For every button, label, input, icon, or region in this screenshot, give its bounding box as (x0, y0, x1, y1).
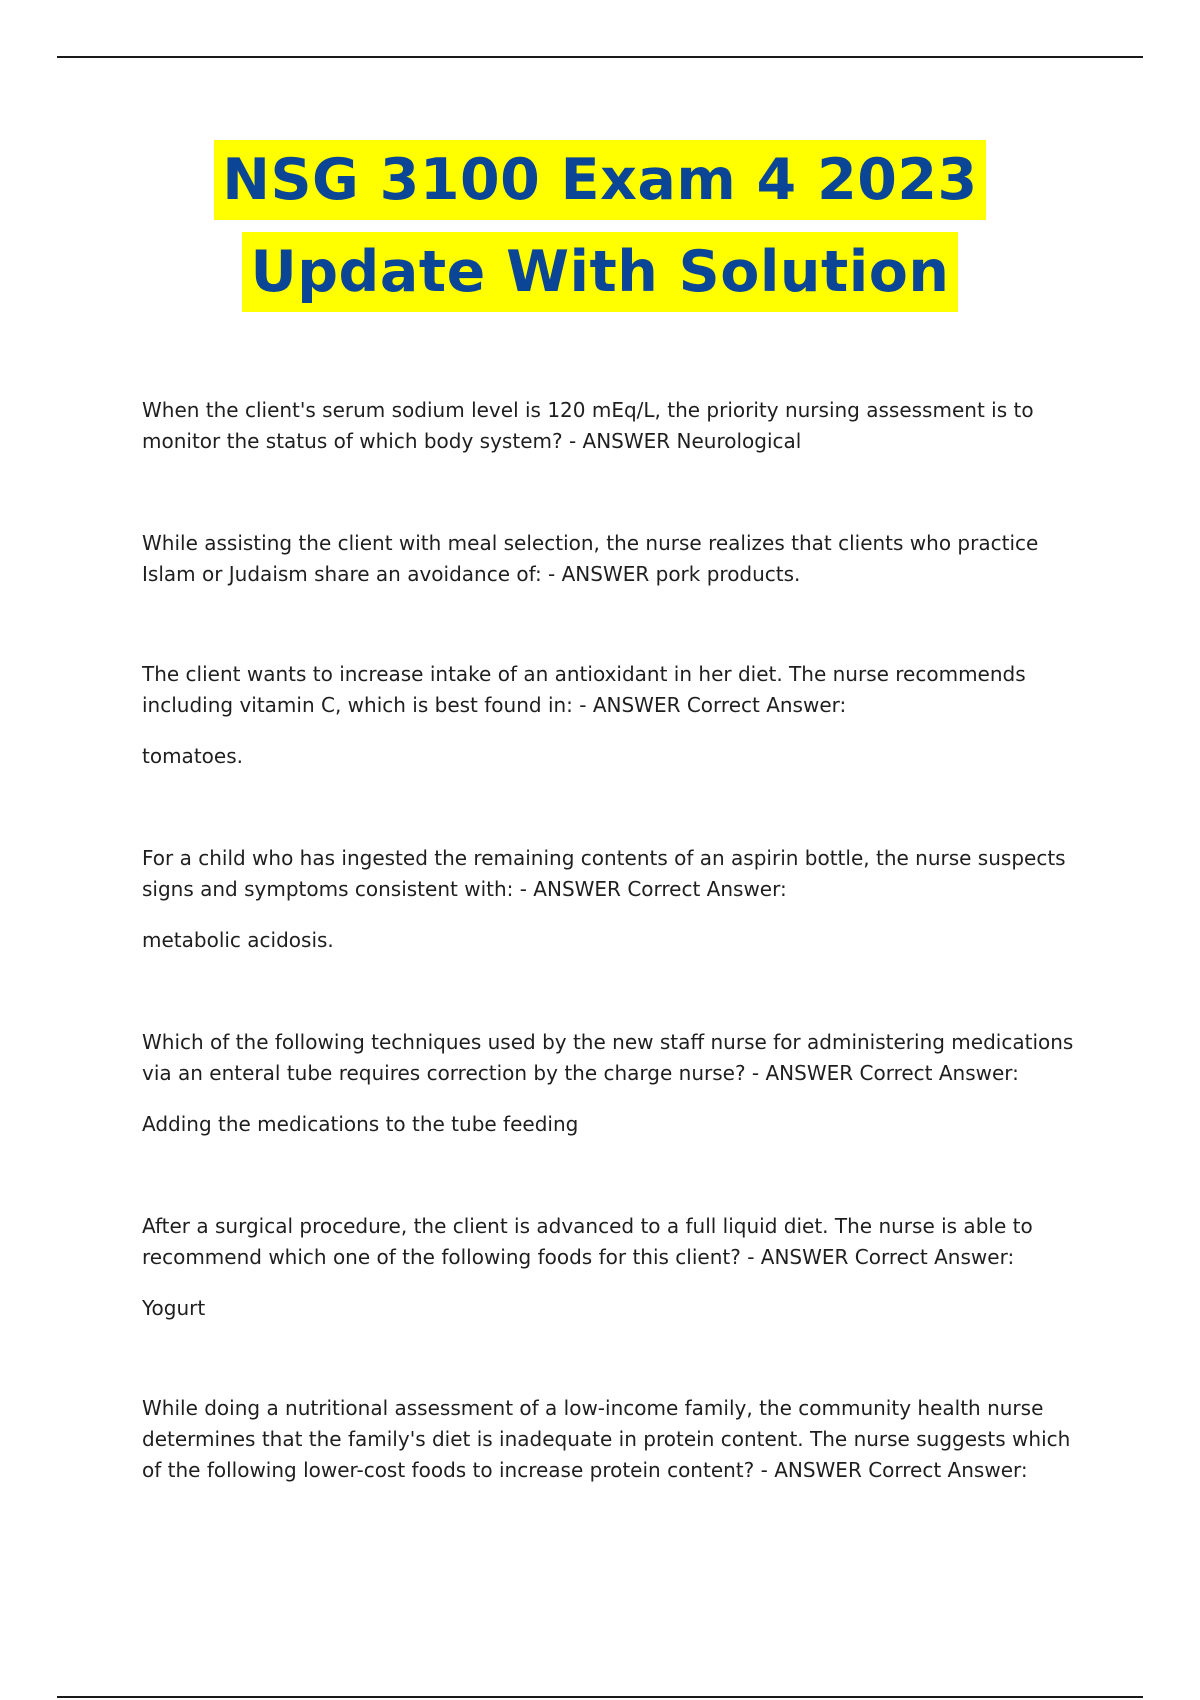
qa-item (142, 395, 1092, 457)
qa-item (142, 659, 1092, 772)
question-text: When the client's serum sodium level is 120 mEq/L, the priority nursing assessment is to monitor the status of which body system? - ANSWER Neurological (142, 398, 1034, 453)
title-line-2: Update With Solution (242, 232, 957, 312)
qa-item (142, 1027, 1092, 1140)
question-text: The client wants to increase intake of an antioxidant in her diet. The nurse recommends including vitamin C, which is best found in: - ANSWER Correct Answer: (142, 662, 1026, 717)
question-text: While assisting the client with meal selection, the nurse realizes that clients who practice Islam or Judaism share an avoidance of: - ANSWER pork products. (142, 531, 1039, 586)
answer-text: Adding the medications to the tube feeding (142, 1112, 579, 1136)
answer-text: Yogurt (142, 1296, 206, 1320)
question-text: For a child who has ingested the remaining contents of an aspirin bottle, the nurse suspects signs and symptoms consistent with: - ANSWER Correct Answer: (142, 846, 1066, 901)
question-text: After a surgical procedure, the client is advanced to a full liquid diet. The nurse is able to recommend which one of the following foods for this client? - ANSWER Correct Answer: (142, 1214, 1033, 1269)
qa-item (142, 528, 1092, 590)
qa-item (142, 1211, 1092, 1324)
answer-text: tomatoes. (142, 744, 243, 768)
qa-item (142, 843, 1092, 956)
title-line-1: NSG 3100 Exam 4 2023 (214, 140, 985, 220)
question-text: Which of the following techniques used by the new staff nurse for administering medications via an enteral tube requires correction by the charge nurse? - ANSWER Correct Answer: (142, 1030, 1074, 1085)
document-title (0, 140, 1200, 312)
top-rule (57, 56, 1143, 58)
question-text: While doing a nutritional assessment of a low-income family, the community health nurse determines that the family's diet is inadequate in protein content. The nurse suggests which of the following lower-cost foods to increase protein content? - ANSWER Correct Answer: (142, 1396, 1071, 1482)
bottom-rule (57, 1696, 1143, 1698)
answer-text: metabolic acidosis. (142, 928, 334, 952)
qa-item (142, 1393, 1092, 1486)
